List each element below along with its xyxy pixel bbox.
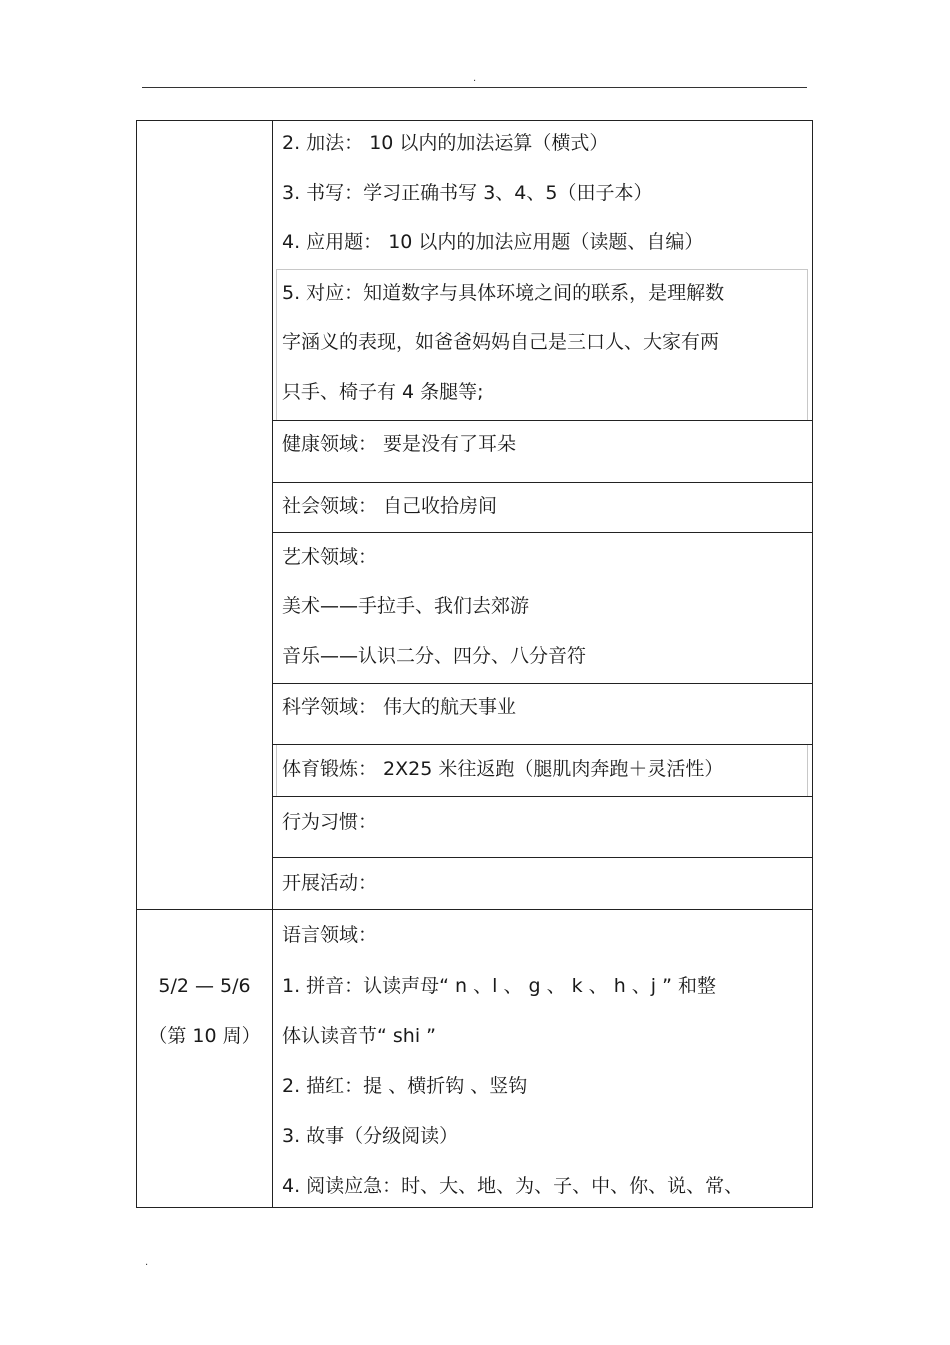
science-domain: 科学领域： 伟大的航天事业: [282, 696, 517, 718]
math-item-correspondence-line1: 5. 对应：知道数字与具体环境之间的联系，是理解数: [282, 282, 725, 304]
social-domain: 社会领域： 自己收拾房间: [282, 495, 498, 517]
row-divider: [272, 482, 813, 483]
pe-domain: 体育锻炼： 2X25 米往返跑（腿肌肉奔跑＋灵活性）: [282, 758, 724, 780]
language-tracing: 2. 描红：提 、横折钩 、竖钩: [282, 1075, 528, 1097]
row-divider: [272, 857, 813, 858]
art-domain-title: 艺术领域：: [282, 546, 378, 568]
row-divider: [272, 683, 813, 684]
math-item-writing: 3. 书写：学习正确书写 3、4、5（田子本）: [282, 182, 653, 204]
language-domain-title: 语言领域：: [282, 924, 378, 946]
art-music: 音乐——认识二分、四分、八分音符: [282, 645, 587, 667]
behavior-habits: 行为习惯：: [282, 811, 378, 833]
language-pinyin-line2: 体认读音节“ shi ”: [282, 1025, 436, 1047]
art-fine-art: 美术——手拉手、我们去郊游: [282, 595, 530, 617]
header-mark: .: [473, 73, 477, 84]
row-divider: [272, 796, 813, 797]
row-divider: [272, 744, 813, 745]
math-item-correspondence-line3: 只手、椅子有 4 条腿等;: [282, 381, 484, 403]
week-date-range: 5/2 — 5/6: [158, 975, 251, 997]
week-divider: [136, 909, 813, 910]
language-pinyin-line1: 1. 拼音：认读声母“ n 、l 、 g 、 k 、 h 、j ” 和整: [282, 975, 716, 997]
math-item-word-problems: 4. 应用题： 10 以内的加法应用题（读题、自编）: [282, 231, 704, 253]
language-reading: 4. 阅读应急：时、大、地、为、子、中、你、说、常、: [282, 1175, 744, 1197]
activities: 开展活动：: [282, 872, 378, 894]
header-rule: [142, 87, 807, 88]
health-domain: 健康领域： 要是没有了耳朵: [282, 433, 517, 455]
row-divider: [272, 420, 813, 421]
math-item-correspondence-line2: 字涵义的表现，如爸爸妈妈自己是三口人、大家有两: [282, 331, 720, 353]
week-number: （第 10 周）: [148, 1025, 261, 1047]
language-story: 3. 故事（分级阅读）: [282, 1125, 459, 1147]
math-item-addition: 2. 加法： 10 以内的加法运算（横式）: [282, 132, 609, 154]
column-divider: [272, 120, 273, 1208]
row-divider: [272, 532, 813, 533]
footer-mark: .: [145, 1257, 149, 1268]
